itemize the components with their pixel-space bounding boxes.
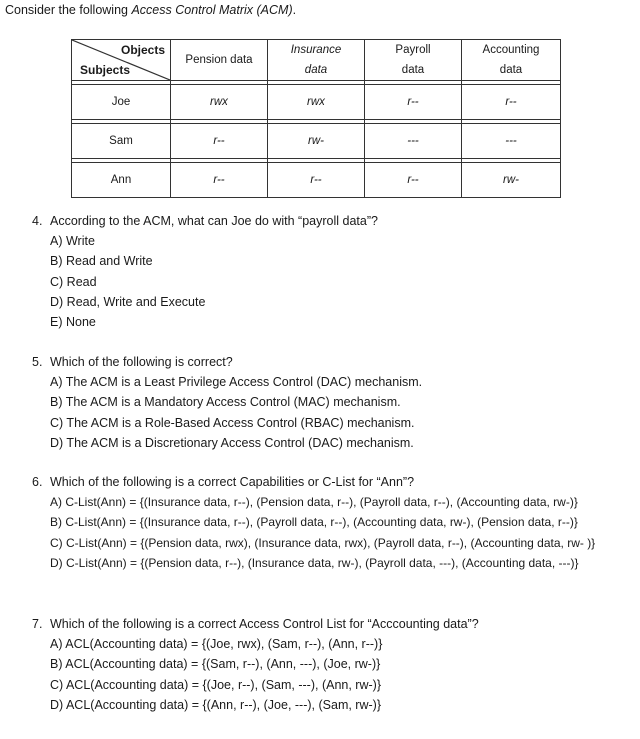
permission-cell: rw- bbox=[462, 163, 561, 198]
permission-cell: --- bbox=[462, 124, 561, 159]
permission-cell: rw- bbox=[268, 124, 365, 159]
question-5 bbox=[32, 352, 422, 453]
question-number: 6. bbox=[32, 475, 43, 489]
answer-option-c: C) C-List(Ann) = {(Pension data, rwx), (Insurance data, rwx), (Payroll data, r--), (Accounting data, rw- )} bbox=[50, 535, 596, 550]
permission-cell: r-- bbox=[268, 163, 365, 198]
question-text: Which of the following is correct? bbox=[50, 355, 233, 369]
permission-cell: r-- bbox=[365, 163, 462, 198]
subject-cell: Ann bbox=[72, 163, 171, 198]
answer-option-c: C) Read bbox=[50, 274, 97, 289]
question-text: Which of the following is a correct Access Control List for “Acccounting data”? bbox=[50, 617, 479, 631]
corner-objects-label: Objects bbox=[120, 43, 165, 57]
matrix-row-ann bbox=[72, 163, 561, 198]
answer-option-b: B) ACL(Accounting data) = {(Sam, r--), (Ann, ---), (Joe, rw-)} bbox=[50, 657, 381, 672]
answer-option-c: C) The ACM is a Role-Based Access Control (RBAC) mechanism. bbox=[50, 415, 415, 430]
header-accounting-line2: data bbox=[499, 64, 523, 76]
answer-option-e: E) None bbox=[50, 315, 96, 330]
question-text: According to the ACM, what can Joe do with “payroll data”? bbox=[50, 214, 378, 228]
subject-cell: Joe bbox=[72, 85, 171, 120]
permission-cell: r-- bbox=[171, 124, 268, 159]
matrix-corner-cell bbox=[72, 40, 171, 81]
header-payroll-data bbox=[365, 40, 462, 81]
permission-cell: --- bbox=[365, 124, 462, 159]
answer-option-d: D) Read, Write and Execute bbox=[50, 294, 206, 309]
answer-option-a: A) ACL(Accounting data) = {(Joe, rwx), (Sam, r--), (Ann, r--)} bbox=[50, 637, 383, 652]
question-stem bbox=[32, 472, 622, 492]
intro-suffix: . bbox=[292, 3, 297, 17]
answer-option-b: B) C-List(Ann) = {(Insurance data, r--), (Payroll data, r--), (Accounting data, rw-), (Pension data, r--)} bbox=[50, 515, 578, 530]
answer-option-d: D) C-List(Ann) = {(Pension data, r--), (Insurance data, rw-), (Payroll data, ---), (Accounting data, ---)} bbox=[50, 555, 579, 570]
question-stem bbox=[32, 614, 479, 634]
header-pension-line1: Pension data bbox=[185, 54, 253, 66]
permission-cell: rwx bbox=[171, 85, 268, 120]
question-number: 4. bbox=[32, 214, 43, 228]
intro-sentence bbox=[5, 3, 296, 17]
header-insurance-line2: data bbox=[304, 64, 328, 76]
header-accounting-line1: Accounting bbox=[482, 44, 540, 56]
question-7 bbox=[32, 614, 479, 715]
header-payroll-line1: Payroll bbox=[395, 44, 431, 56]
matrix-row-sam bbox=[72, 124, 561, 159]
matrix-header-row bbox=[72, 40, 561, 81]
question-number: 7. bbox=[32, 617, 43, 631]
answer-option-d: D) ACL(Accounting data) = {(Ann, r--), (Joe, ---), (Sam, rw-)} bbox=[50, 697, 381, 712]
question-stem bbox=[32, 211, 378, 231]
subject-cell: Sam bbox=[72, 124, 171, 159]
question-stem bbox=[32, 352, 422, 372]
header-payroll-line2: data bbox=[401, 64, 425, 76]
answer-option-c: C) ACL(Accounting data) = {(Joe, r--), (Sam, ---), (Ann, rw-)} bbox=[50, 677, 381, 692]
answer-option-d: D) The ACM is a Discretionary Access Control (DAC) mechanism. bbox=[50, 435, 414, 450]
header-accounting-data bbox=[462, 40, 561, 81]
answer-option-a: A) The ACM is a Least Privilege Access Control (DAC) mechanism. bbox=[50, 375, 423, 390]
header-pension-data bbox=[171, 40, 268, 81]
header-insurance-data bbox=[268, 40, 365, 81]
permission-cell: rwx bbox=[268, 85, 365, 120]
corner-subjects-label: Subjects bbox=[80, 63, 131, 77]
question-text: Which of the following is a correct Capabilities or C-List for “Ann”? bbox=[50, 475, 415, 489]
answer-option-b: B) The ACM is a Mandatory Access Control (MAC) mechanism. bbox=[50, 395, 401, 410]
question-number: 5. bbox=[32, 355, 43, 369]
access-control-matrix bbox=[71, 39, 561, 198]
answer-option-b: B) Read and Write bbox=[50, 254, 153, 269]
intro-emphasis: Access Control Matrix (ACM) bbox=[131, 3, 293, 17]
question-6 bbox=[32, 472, 622, 573]
header-insurance-line1: Insurance bbox=[290, 44, 342, 56]
answer-option-a: A) C-List(Ann) = {(Insurance data, r--), (Pension data, r--), (Payroll data, r--), (Accounting data, rw-)} bbox=[50, 495, 578, 510]
permission-cell: r-- bbox=[365, 85, 462, 120]
intro-prefix: Consider the following bbox=[5, 3, 132, 17]
permission-cell: r-- bbox=[171, 163, 268, 198]
question-4 bbox=[32, 211, 378, 332]
answer-option-a: A) Write bbox=[50, 234, 95, 249]
matrix-row-joe bbox=[72, 85, 561, 120]
permission-cell: r-- bbox=[462, 85, 561, 120]
